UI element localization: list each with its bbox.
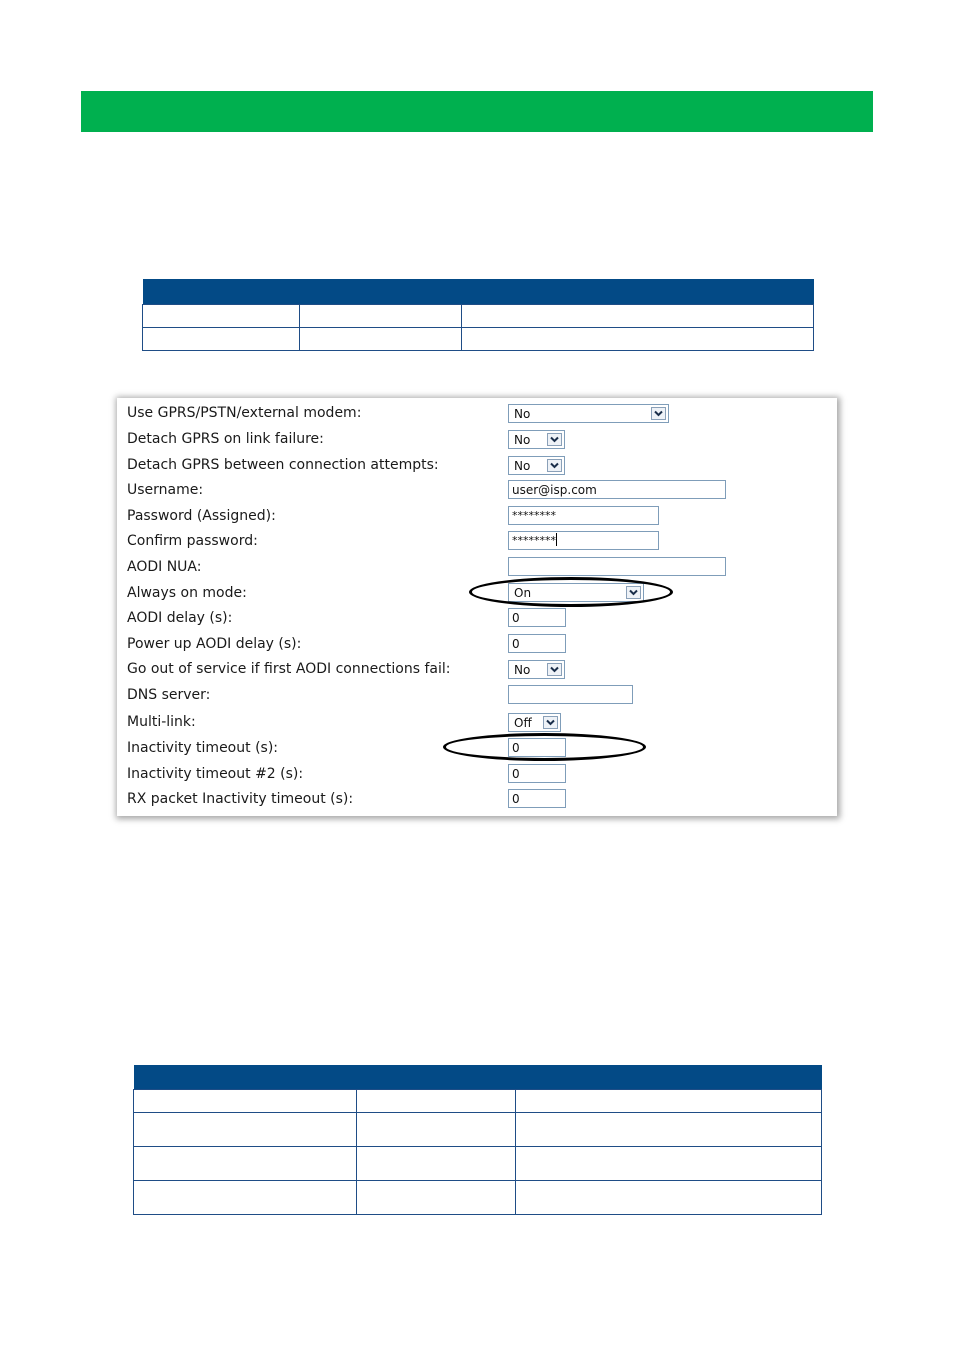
power-up-aodi-delay-input[interactable]: [508, 634, 566, 653]
modem-settings-screenshot: [117, 398, 837, 816]
confirm-password-field[interactable]: [508, 531, 659, 550]
dns-server-input[interactable]: [508, 685, 633, 704]
table-row: [134, 1113, 822, 1147]
aodi-nua-input[interactable]: [508, 557, 726, 576]
table-row: [143, 328, 814, 351]
chevron-down-icon[interactable]: [547, 663, 562, 676]
multi-link-select[interactable]: [508, 713, 561, 732]
detach-between-value: No: [514, 459, 531, 473]
label-always-on-mode: Always on mode:: [127, 585, 247, 601]
label-username: Username:: [127, 482, 204, 498]
multi-link-value: Off: [514, 716, 532, 730]
chevron-down-icon[interactable]: [547, 433, 562, 446]
highlight-ellipse-inactivity-timeout: [443, 733, 646, 761]
detach-link-fail-select[interactable]: [508, 430, 565, 449]
chevron-down-icon[interactable]: [547, 459, 562, 472]
label-inactivity-timeout-2: Inactivity timeout #2 (s):: [127, 766, 304, 782]
table-row: [143, 305, 814, 328]
rx-inactivity-timeout-input[interactable]: [508, 789, 566, 808]
confirm-password-value: ********: [512, 534, 556, 547]
text-caret: [556, 533, 557, 546]
detach-link-fail-value: No: [514, 433, 531, 447]
label-dns-server: DNS server:: [127, 687, 211, 703]
label-aodi-nua: AODI NUA:: [127, 559, 202, 575]
table-row: [134, 1181, 822, 1215]
password-field[interactable]: ********: [508, 506, 659, 525]
section-header-bar: [81, 91, 873, 132]
table-header-row: [134, 1065, 822, 1090]
label-multi-link: Multi-link:: [127, 714, 196, 730]
table-header-row: [143, 279, 814, 305]
label-detach-between: Detach GPRS between connection attempts:: [127, 457, 439, 473]
parameter-table-2: [133, 1065, 822, 1215]
chevron-down-icon[interactable]: [651, 407, 666, 420]
label-inactivity-timeout: Inactivity timeout (s):: [127, 740, 278, 756]
label-power-up-aodi: Power up AODI delay (s):: [127, 636, 302, 652]
detach-between-select[interactable]: [508, 456, 565, 475]
chevron-down-icon[interactable]: [543, 716, 558, 729]
parameter-table-1: [142, 279, 814, 351]
use-gprs-value: No: [514, 407, 531, 421]
highlight-ellipse-always-on: [469, 577, 673, 607]
table-row: [134, 1147, 822, 1181]
label-detach-link-fail: Detach GPRS on link failure:: [127, 431, 324, 447]
label-rx-inactivity-timeout: RX packet Inactivity timeout (s):: [127, 791, 354, 807]
label-password: Password (Assigned):: [127, 508, 276, 524]
always-on-mode-value: On: [514, 586, 532, 600]
label-aodi-delay: AODI delay (s):: [127, 610, 233, 626]
out-of-service-value: No: [514, 663, 531, 677]
label-use-gprs: Use GPRS/PSTN/external modem:: [127, 405, 362, 421]
label-out-of-service: Go out of service if first AODI connections fail:: [127, 661, 451, 677]
use-gprs-select[interactable]: [508, 404, 669, 423]
username-input[interactable]: [508, 480, 726, 499]
table-row: [134, 1090, 822, 1113]
label-confirm-password: Confirm password:: [127, 533, 258, 549]
inactivity-timeout-2-input[interactable]: [508, 764, 566, 783]
aodi-delay-input[interactable]: [508, 608, 566, 627]
out-of-service-select[interactable]: [508, 660, 565, 679]
